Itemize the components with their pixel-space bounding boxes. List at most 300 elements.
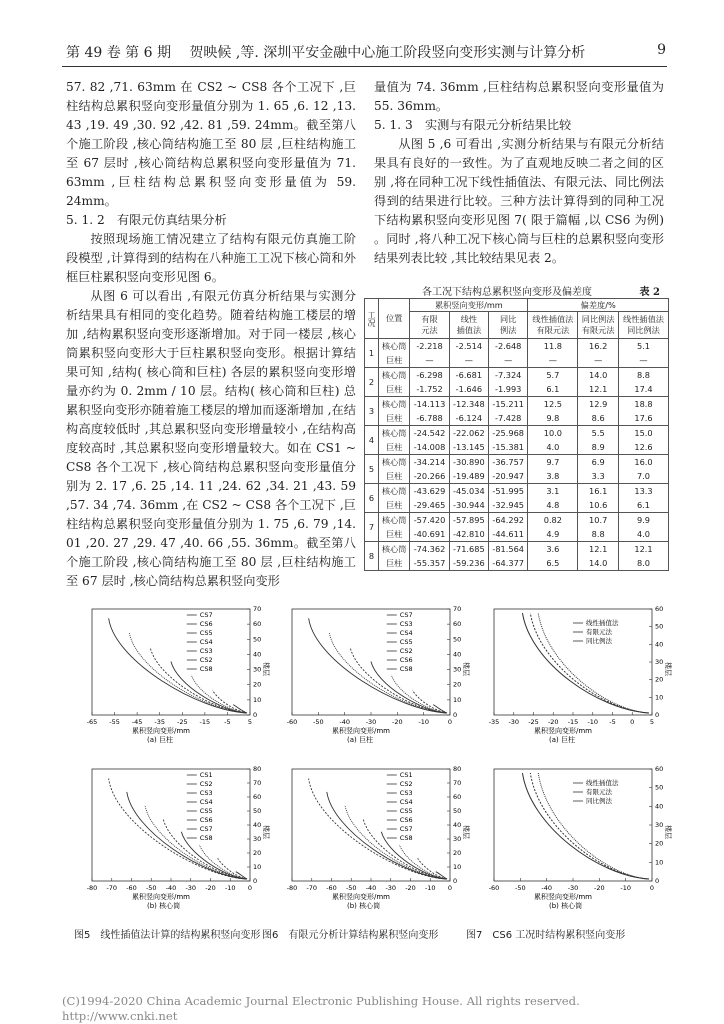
cell-value: -6.788: [410, 411, 449, 426]
cell-value: —: [528, 353, 578, 368]
cell-value: -15.211: [489, 397, 528, 412]
table-row: [365, 339, 669, 354]
cell-position: 核心筒: [379, 426, 410, 441]
y-tick-label: 0: [253, 711, 258, 719]
series-line: [309, 618, 447, 713]
cell-position: 巨柱: [379, 527, 410, 542]
x-tick-label: -30: [385, 884, 397, 892]
x-tick-label: -30: [365, 718, 377, 726]
th-line: 有限元法: [536, 325, 570, 335]
y-tick-label: 60: [453, 793, 462, 801]
legend-label: CS4: [199, 798, 213, 806]
running-header: [66, 40, 666, 62]
cell-value: 4.8: [528, 498, 578, 513]
x-tick-label: -25: [528, 718, 539, 726]
legend-label: CS4: [399, 798, 413, 806]
table-row: [365, 411, 669, 426]
y-tick-label: 20: [453, 680, 462, 689]
y-tick-label: 60: [655, 605, 664, 613]
figures-area: [62, 603, 672, 933]
y-tick-label: 30: [655, 658, 664, 666]
cell-value: -59.236: [449, 556, 488, 571]
section-heading: 5. 1. 2 有限元仿真结果分析: [66, 213, 227, 227]
cell-case: 2: [365, 368, 379, 397]
legend-label: CS8: [399, 665, 413, 673]
y-tick-label: 10: [655, 693, 664, 702]
series-line: [145, 805, 247, 879]
th-line: 同比例法: [581, 314, 615, 324]
cell-value: 18.8: [619, 397, 669, 412]
legend-label: CS7: [199, 611, 213, 619]
cell-position: 核心筒: [379, 397, 410, 412]
cell-value: 16.2: [578, 339, 619, 354]
th-line: 有限元法: [581, 325, 615, 335]
cell-value: 6.5: [528, 556, 578, 571]
cell-value: -1.752: [410, 382, 449, 397]
cell-value: -43.629: [410, 484, 449, 499]
x-tick-label: -40: [339, 718, 350, 726]
legend-label: CS5: [199, 807, 213, 815]
y-tick-label: 60: [253, 620, 262, 629]
cell-value: 8.9: [578, 440, 619, 455]
x-tick-label: -60: [326, 884, 337, 892]
cell-value: -55.357: [410, 556, 449, 571]
series-line: [381, 832, 447, 879]
cell-value: 7.0: [619, 469, 669, 484]
figure-caption-6: 图6 有限元分析计算结构累积竖向变形: [262, 930, 439, 941]
cell-value: -30.944: [449, 498, 488, 513]
x-tick-label: -15: [567, 718, 579, 726]
x-tick-label: -20: [205, 884, 216, 892]
plot-frame: [92, 769, 250, 881]
cell-value: -34.214: [410, 455, 449, 470]
left-column: [66, 78, 356, 591]
legend-label: CS4: [199, 638, 213, 646]
y-tick-label: 10: [253, 863, 262, 871]
cell-value: 3.1: [528, 484, 578, 499]
cell-case: 5: [365, 455, 379, 484]
x-axis-label: 累积竖向变形/mm: [132, 727, 190, 735]
x-tick-label: -70: [106, 884, 118, 892]
cell-value: 9.8: [528, 411, 578, 426]
table-title: 各工况下结构总累积竖向变形及偏差度: [422, 287, 592, 298]
x-tick-label: 0: [447, 884, 453, 892]
table-row: [365, 498, 669, 513]
y-tick-label: 30: [453, 665, 462, 674]
legend-label: 同比例法: [586, 797, 612, 805]
x-tick-label: -50: [345, 884, 357, 892]
th-col-2: [489, 312, 528, 339]
y-axis-label: 楼层: [262, 825, 270, 839]
deformation-table: [364, 298, 669, 571]
cell-value: -1.646: [449, 382, 488, 397]
y-tick-label: 10: [453, 863, 462, 871]
x-tick-label: 5: [649, 718, 655, 726]
y-tick-label: 0: [453, 711, 458, 719]
legend-label: CS8: [199, 665, 213, 673]
x-tick-label: -10: [587, 718, 599, 726]
legend-label: CS1: [199, 771, 213, 779]
y-tick-label: 10: [253, 695, 262, 704]
cell-value: -6.681: [449, 368, 488, 383]
cell-value: 12.1: [619, 542, 669, 557]
cell-value: -2.648: [489, 339, 528, 354]
cell-value: 8.0: [619, 556, 669, 571]
page-number: 9: [657, 42, 666, 58]
legend-label: CS5: [399, 638, 413, 646]
cell-value: -64.292: [489, 513, 528, 528]
header-title: 第 49 卷 第 6 期 贺映候 ,等. 深圳平安金融中心施工阶段竖向变形实测与计算分析: [66, 45, 586, 61]
cell-value: 6.1: [528, 382, 578, 397]
y-tick-label: 60: [453, 620, 462, 629]
cell-value: -71.685: [449, 542, 488, 557]
legend-label: CS7: [399, 611, 413, 619]
cell-position: 核心筒: [379, 542, 410, 557]
figure-caption-7: 图7 CS6 工况时结构累积竖向变形: [466, 930, 626, 941]
legend-label: CS3: [199, 647, 213, 655]
th-col-4: [578, 312, 619, 339]
x-tick-label: -15: [199, 718, 211, 726]
panel-subtitle: (b) 核心筒: [549, 902, 583, 910]
cell-value: -14.008: [410, 440, 449, 455]
right-column: [374, 78, 664, 268]
series-line: [129, 633, 247, 713]
x-tick-label: -10: [424, 884, 436, 892]
figures-svg: [62, 603, 672, 925]
cell-case: 4: [365, 426, 379, 455]
table-row: [365, 513, 669, 528]
cell-position: 巨柱: [379, 556, 410, 571]
cell-value: 8.8: [578, 527, 619, 542]
cell-value: 13.3: [619, 484, 669, 499]
cell-value: —: [410, 353, 449, 368]
x-tick-label: 0: [630, 718, 635, 726]
x-tick-label: -5: [224, 718, 231, 726]
cell-value: -13.145: [449, 440, 488, 455]
cell-value: 16.1: [578, 484, 619, 499]
table-row: [365, 382, 669, 397]
x-tick-label: 0: [247, 884, 253, 892]
y-tick-label: 40: [655, 640, 664, 649]
panel-subtitle: (b) 核心筒: [347, 902, 381, 910]
y-tick-label: 30: [253, 835, 262, 843]
y-tick-label: 50: [253, 807, 262, 815]
paragraph: 从图 6 可以看出 ,有限元仿真分析结果与实测分析结果具有相同的变化趋势。随着结构施工楼层的增加 ,结构累积竖向变形逐渐增加。对于同一楼层 ,核心筒累积竖向变形大于巨柱累积竖向变形。根据计算结果可知 ,结构( 核心筒和巨柱) 各层的累积竖向变形增量亦约为 0. 2mm / 10 层。结构( 核心筒和巨柱) 总累积竖向变形亦随着施工楼层的增加而逐渐增加 ,在结构高度较低时 ,其总累积竖向变形增量较小 ,在结构高度较高时 ,其总累积竖向变形增量较大。如在 CS1 ~ CS8 各个工况下 ,核心筒结构总累积竖向变形量值分别为 2. 17 ,6. 25 ,14. 11 ,24. 62 ,34. 21 ,43. 59 ,57. 34 ,74. 36mm ,在 CS2 ~ CS8 各个工况下 ,巨柱结构总累积竖向变形量值分别为 1. 75 ,6. 79 ,14. 01 ,20. 27 ,29. 47 ,40. 66 ,55. 36mm。截至第八个施工阶段 ,核心筒结构施工至 80 层 ,巨柱结构施工至 67 层时 ,核心筒结构总累积竖向变形: [66, 289, 356, 588]
cell-value: -51.995: [489, 484, 528, 499]
x-tick-label: -20: [594, 884, 605, 892]
plot-frame: [494, 769, 652, 881]
cell-value: -36.757: [489, 455, 528, 470]
cell-value: 4.0: [528, 440, 578, 455]
cell-value: 4.9: [528, 527, 578, 542]
cell-value: -19.489: [449, 469, 488, 484]
cell-value: -81.564: [489, 542, 528, 557]
paragraph: 57. 82 ,71. 63mm 在 CS2 ~ CS8 各个工况下 ,巨柱结构总累积竖向变形量值分别为 1. 65 ,6. 12 ,13. 43 ,19. 49 ,30. 92 ,42. 81 ,59. 24mm。截至第八个施工阶段 ,核心筒结构施工至 80 层 ,巨柱结构施工至 67 层时 ,核心筒结构总累积竖向变形量值为 71. 63mm ,巨柱结构总累积竖向变形量值为 59. 24mm。: [66, 80, 356, 208]
y-tick-label: 70: [453, 779, 462, 787]
cell-case: 6: [365, 484, 379, 513]
cell-value: -1.993: [489, 382, 528, 397]
x-tick-label: -30: [567, 884, 579, 892]
x-tick-label: -60: [488, 884, 500, 892]
cell-value: -20.947: [489, 469, 528, 484]
x-tick-label: -40: [165, 884, 177, 892]
paragraph: 按照现场施工情况建立了结构有限元仿真施工阶段模型 ,计算得到的结构在八种施工工况下核心筒和外框巨柱累积竖向变形见图 6。: [66, 232, 356, 284]
paragraph: 量值为 74. 36mm ,巨柱结构总累积竖向变形量值为 55. 36mm。: [374, 80, 664, 113]
y-tick-label: 50: [253, 635, 262, 644]
cell-value: -6.124: [449, 411, 488, 426]
legend-label: CS6: [199, 620, 213, 628]
cell-value: -32.945: [489, 498, 528, 513]
cell-position: 巨柱: [379, 469, 410, 484]
x-tick-label: -5: [609, 718, 616, 726]
x-tick-label: -55: [109, 718, 120, 726]
x-tick-label: -70: [306, 884, 318, 892]
series-line: [329, 633, 447, 713]
cell-value: 14.0: [578, 556, 619, 571]
th-col-1: [449, 312, 488, 339]
legend-label: CS3: [199, 789, 213, 797]
y-axis-label: 楼层: [462, 825, 470, 839]
cell-value: 5.7: [528, 368, 578, 383]
cell-value: -64.377: [489, 556, 528, 571]
y-tick-label: 80: [453, 765, 462, 773]
series-line: [150, 647, 247, 713]
x-tick-label: -10: [418, 718, 429, 726]
y-tick-label: 30: [453, 835, 462, 843]
x-axis-label: 累积竖向变形/mm: [332, 893, 390, 901]
x-tick-label: -50: [145, 884, 157, 892]
cell-position: 巨柱: [379, 440, 410, 455]
cell-value: 6.9: [578, 455, 619, 470]
x-tick-label: -35: [154, 718, 166, 726]
y-tick-label: 0: [253, 877, 258, 885]
cell-value: -7.428: [489, 411, 528, 426]
x-axis-label: 累积竖向变形/mm: [332, 727, 390, 735]
table-row: [365, 469, 669, 484]
cell-value: 10.7: [578, 513, 619, 528]
cell-value: -25.968: [489, 426, 528, 441]
y-tick-label: 10: [655, 858, 664, 867]
legend-label: 线性插值法: [586, 779, 619, 787]
table-label: 表 2: [639, 287, 660, 298]
panel-subtitle: (b) 核心筒: [147, 902, 181, 910]
cell-value: 12.6: [619, 440, 669, 455]
series-line: [127, 792, 247, 879]
x-tick-label: -35: [488, 718, 500, 726]
y-tick-label: 40: [253, 821, 262, 829]
cell-case: 8: [365, 542, 379, 571]
x-tick-label: -30: [508, 718, 520, 726]
cell-value: 9.7: [528, 455, 578, 470]
cell-value: 3.6: [528, 542, 578, 557]
y-tick-label: 0: [453, 877, 458, 885]
cell-position: 核心筒: [379, 455, 410, 470]
legend-label: CS2: [199, 780, 213, 788]
cell-value: 12.1: [578, 542, 619, 557]
table-row: [365, 426, 669, 441]
legend-label: CS7: [399, 825, 413, 833]
section-heading: 5. 1. 3 实测与有限元分析结果比较: [374, 118, 572, 132]
table-row: [365, 368, 669, 383]
x-tick-label: 5: [247, 718, 253, 726]
cell-position: 巨柱: [379, 498, 410, 513]
legend-label: 同比例法: [586, 637, 612, 645]
y-tick-label: 60: [253, 793, 262, 801]
legend-label: CS2: [199, 656, 213, 664]
y-tick-label: 70: [253, 605, 262, 613]
cell-value: -20.266: [410, 469, 449, 484]
x-tick-label: -20: [405, 884, 416, 892]
x-tick-label: -40: [365, 884, 377, 892]
cell-value: 12.5: [528, 397, 578, 412]
table-row: [365, 542, 669, 557]
cell-value: 5.1: [619, 339, 669, 354]
legend-label: 有限元法: [586, 788, 612, 796]
th-position: 位置: [379, 299, 410, 339]
cell-value: -57.420: [410, 513, 449, 528]
y-tick-label: 20: [655, 839, 664, 848]
cell-value: -6.298: [410, 368, 449, 383]
y-tick-label: 50: [453, 635, 462, 644]
cell-value: —: [619, 353, 669, 368]
legend-label: CS8: [399, 834, 413, 842]
cell-value: 9.9: [619, 513, 669, 528]
cell-case: 1: [365, 339, 379, 368]
cell-value: 16.0: [619, 455, 669, 470]
th-col-5: [619, 312, 669, 339]
y-tick-label: 30: [655, 821, 664, 829]
cell-value: -15.381: [489, 440, 528, 455]
x-tick-label: -25: [176, 718, 188, 726]
x-tick-label: -30: [185, 884, 197, 892]
legend-label: 线性插值法: [586, 619, 619, 627]
series-line: [181, 832, 247, 879]
th-line: 元法: [421, 325, 438, 335]
y-tick-label: 60: [655, 765, 664, 773]
legend-label: CS3: [399, 620, 413, 628]
cell-value: -44.611: [489, 527, 528, 542]
x-tick-label: -45: [131, 718, 143, 726]
y-axis-label: 楼层: [664, 825, 672, 839]
table-row: [365, 556, 669, 571]
legend-label: CS5: [199, 629, 213, 637]
cell-value: 8.8: [619, 368, 669, 383]
legend-label: CS8: [199, 834, 213, 842]
y-tick-label: 50: [655, 622, 664, 631]
cell-value: 6.1: [619, 498, 669, 513]
panel-subtitle: (a) 巨柱: [347, 736, 373, 744]
paragraph: 从图 5 ,6 可看出 ,实测分析结果与有限元分析结果具有良好的一致性。为了直观地反映二者之间的区别 ,将在同种工况下线性插值法、有限元法、同比例法得到的结果进行比较。三种方法计算得到的同种工况下结构累积竖向变形见图 7( 限于篇幅 ,以 CS6 为例) 。同时 ,将八种工况下核心筒与巨柱的总累积竖向变形结果列表比较 ,其比较结果见表 2。: [374, 137, 664, 265]
th-line: 线性: [460, 314, 478, 324]
cell-value: -24.542: [410, 426, 449, 441]
y-tick-label: 0: [655, 711, 660, 719]
table-row: [365, 353, 669, 368]
cell-value: 3.8: [528, 469, 578, 484]
cell-value: -30.890: [449, 455, 488, 470]
x-axis-label: 累积竖向变形/mm: [534, 893, 592, 901]
cell-value: -7.324: [489, 368, 528, 383]
legend-label: CS7: [199, 825, 213, 833]
th-line: 同比: [500, 314, 517, 324]
cell-value: 8.6: [578, 411, 619, 426]
cell-value: -29.465: [410, 498, 449, 513]
cell-value: -57.895: [449, 513, 488, 528]
th-group-deformation: 累积竖向变形/mm: [410, 299, 528, 312]
x-tick-label: -50: [515, 884, 526, 892]
y-axis-label: 楼层: [462, 662, 470, 676]
panel-subtitle: (a) 巨柱: [147, 736, 173, 744]
x-tick-label: -80: [86, 884, 98, 892]
copyright-footer: (C)1994-2020 China Academic Journal Electronic Publishing House. All rights reserved. http://www.cnki.net: [62, 994, 596, 1023]
legend-label: 有限元法: [586, 628, 612, 636]
y-tick-label: 50: [655, 783, 664, 792]
cell-value: 10.6: [578, 498, 619, 513]
y-tick-label: 80: [253, 765, 262, 773]
figure-caption-5: 图5 线性插值法计算的结构累积竖向变形: [74, 930, 261, 941]
x-tick-label: -80: [286, 884, 298, 892]
x-tick-label: -60: [286, 718, 298, 726]
y-tick-label: 0: [655, 877, 660, 885]
x-tick-label: -20: [547, 718, 559, 726]
cell-value: -14.113: [410, 397, 449, 412]
cell-value: 10.0: [528, 426, 578, 441]
cell-value: 3.3: [578, 469, 619, 484]
cell-position: 核心筒: [379, 368, 410, 383]
legend-label: CS2: [399, 647, 413, 655]
x-tick-label: -10: [620, 884, 631, 892]
y-tick-label: 70: [253, 779, 262, 787]
th-group-deviation: 偏差度/%: [528, 299, 669, 312]
y-tick-label: 20: [453, 849, 462, 857]
cell-value: -40.691: [410, 527, 449, 542]
cell-value: 17.4: [619, 382, 669, 397]
cell-value: —: [449, 353, 488, 368]
y-tick-label: 40: [253, 650, 262, 659]
cell-value: 12.9: [578, 397, 619, 412]
x-tick-label: -50: [313, 718, 324, 726]
y-axis-label: 楼层: [664, 662, 672, 676]
legend-label: CS6: [399, 656, 413, 664]
series-line: [327, 792, 447, 879]
cell-position: 巨柱: [379, 382, 410, 397]
th-line: 例法: [500, 325, 517, 335]
y-tick-label: 30: [253, 665, 262, 674]
cell-value: 5.5: [578, 426, 619, 441]
y-tick-label: 20: [253, 680, 262, 689]
y-tick-label: 40: [453, 650, 462, 659]
table-row: [365, 455, 669, 470]
legend-label: CS2: [399, 780, 413, 788]
y-tick-label: 20: [253, 849, 262, 857]
cell-value: —: [489, 353, 528, 368]
legend-label: CS5: [399, 807, 413, 815]
x-tick-label: -60: [126, 884, 137, 892]
panel-subtitle: (a) 巨柱: [549, 736, 575, 744]
cell-position: 巨柱: [379, 411, 410, 426]
cell-value: 17.6: [619, 411, 669, 426]
cell-value: 14.0: [578, 368, 619, 383]
table-row: [365, 484, 669, 499]
cell-value: 4.0: [619, 527, 669, 542]
cell-position: 核心筒: [379, 339, 410, 354]
series-line: [350, 647, 447, 713]
y-axis-label: 楼层: [262, 662, 270, 676]
cell-value: -45.034: [449, 484, 488, 499]
y-tick-label: 40: [453, 821, 462, 829]
header-rule: [62, 66, 667, 67]
plot-frame: [292, 769, 450, 881]
cell-value: -42.810: [449, 527, 488, 542]
